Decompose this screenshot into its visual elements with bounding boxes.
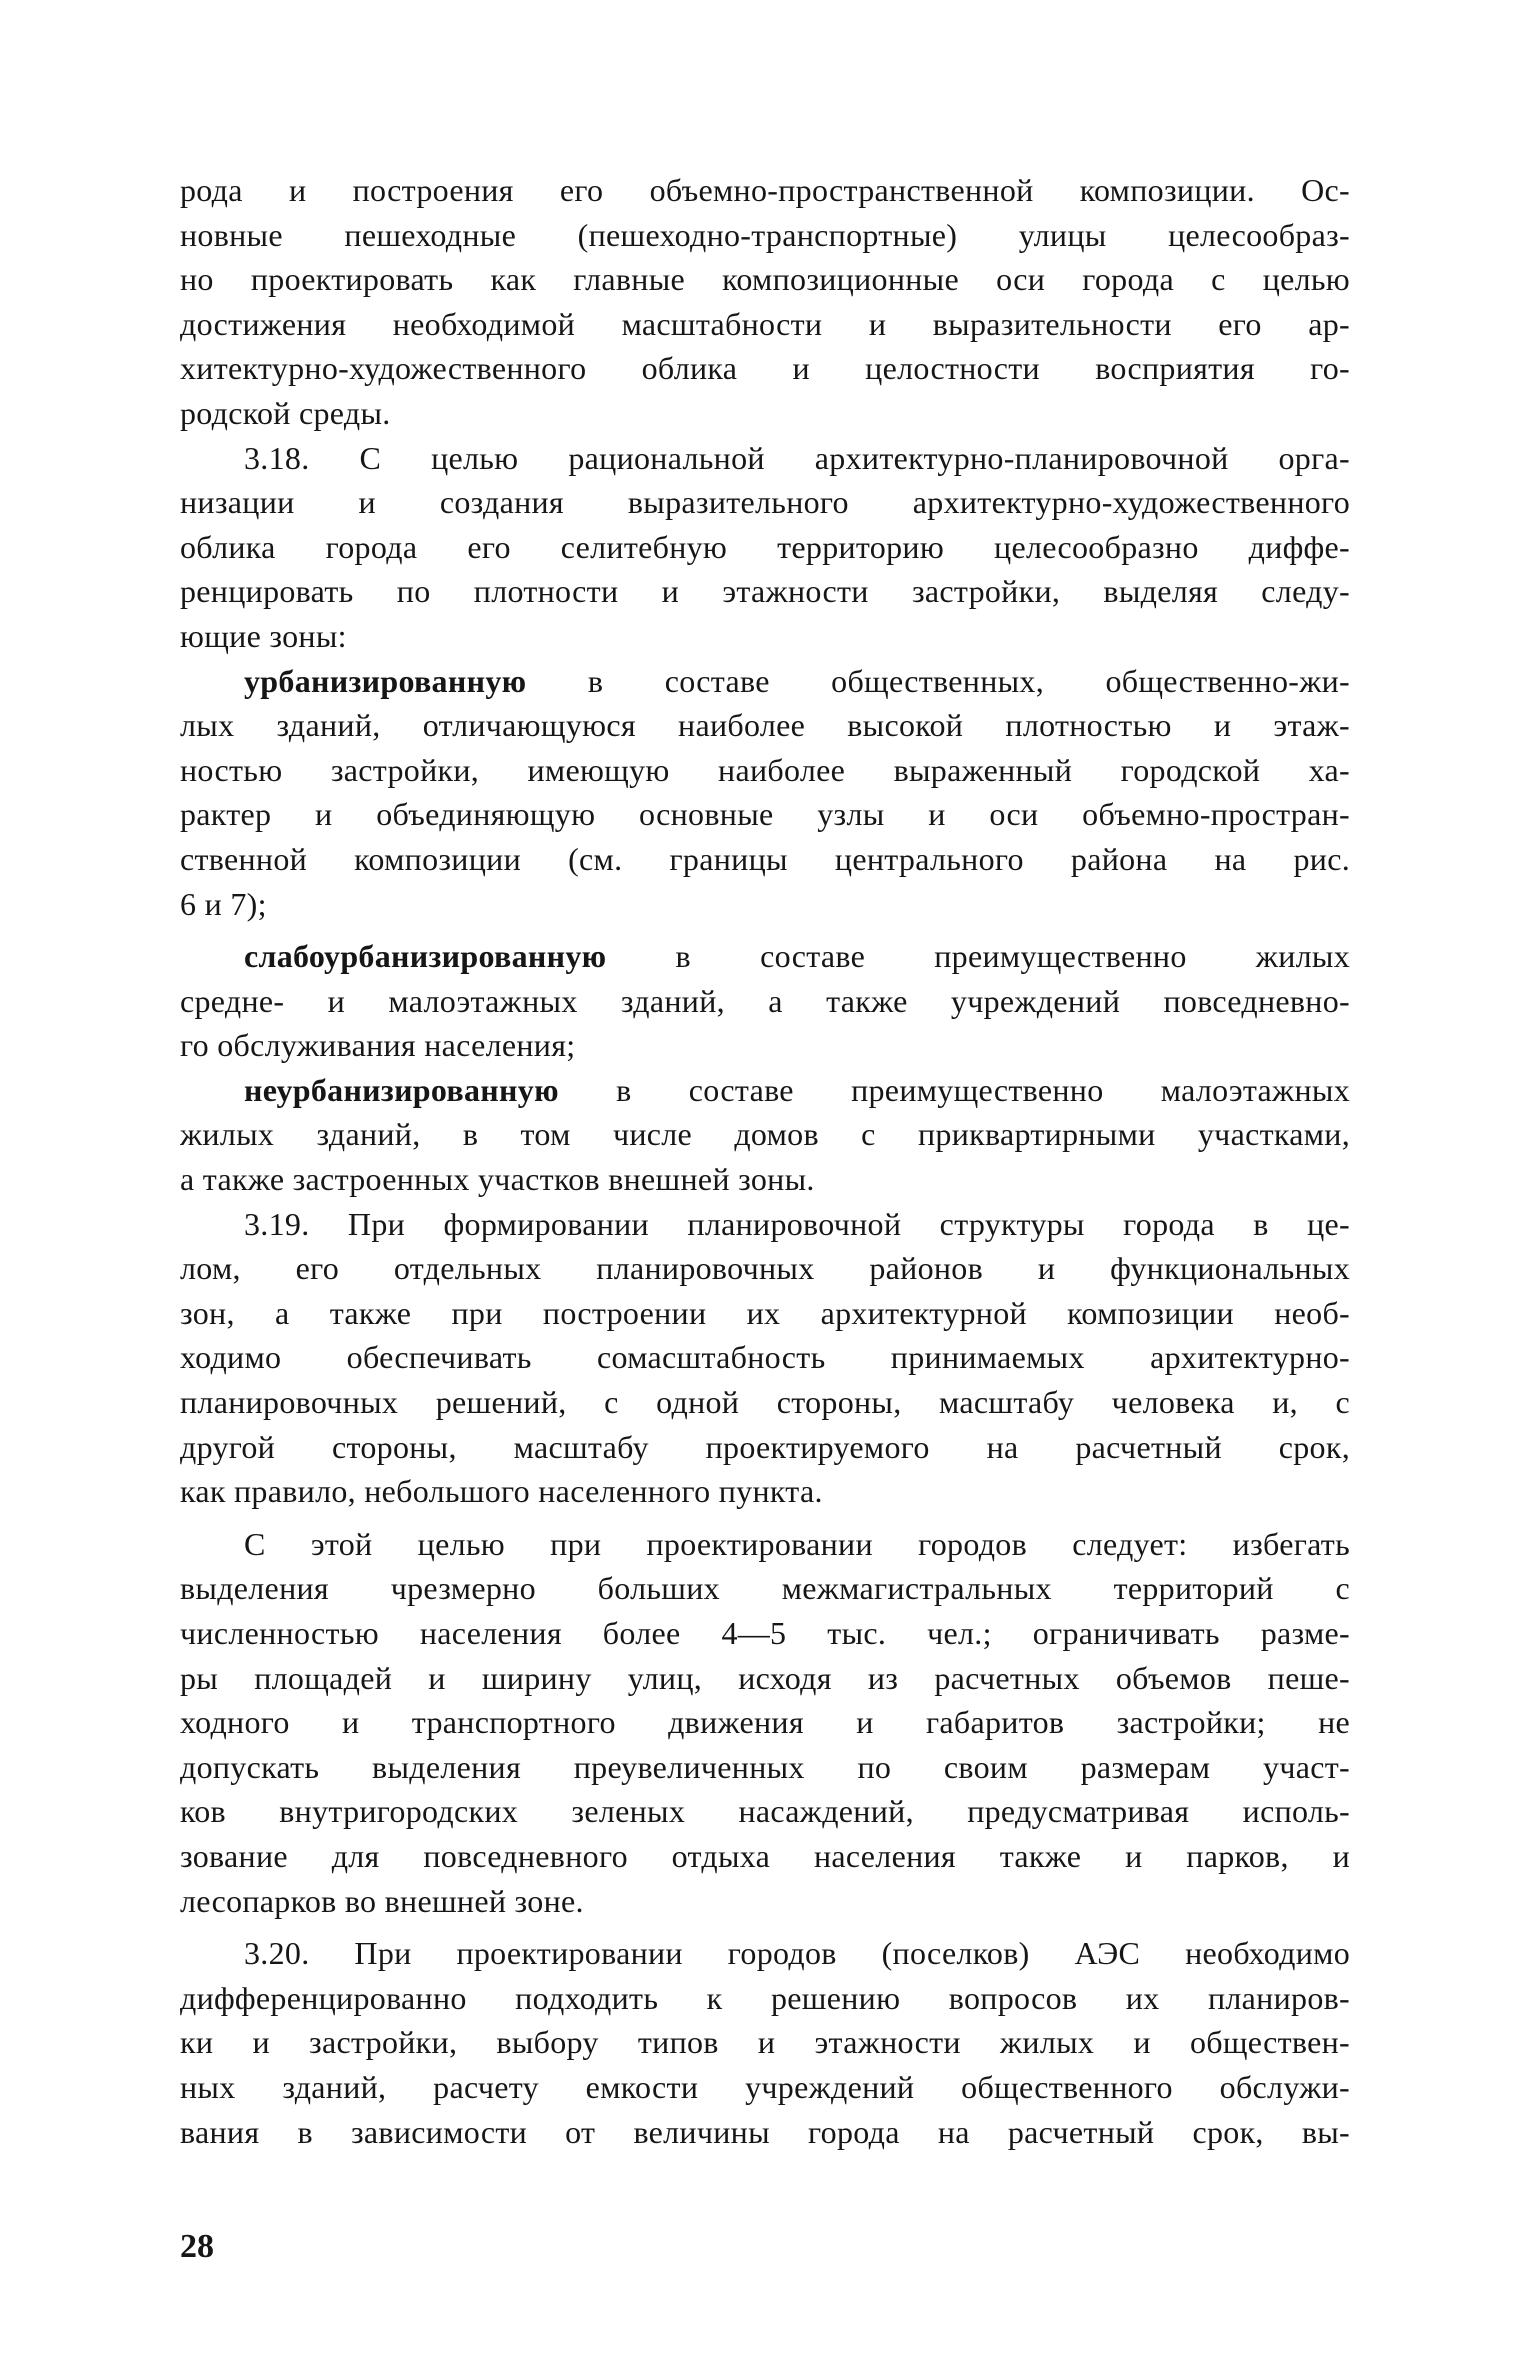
text-line — [180, 934, 1350, 979]
paragraph-intro — [180, 168, 1350, 436]
text-line: ков внутригородских зеленых насаждений, предусматривая исполь- — [180, 1793, 1350, 1830]
text-line: а также застроенных участков внешней зоны. — [180, 1161, 815, 1198]
text-line: выделения чрезмерно больших межмагистральных территорий с — [180, 1570, 1350, 1607]
text-line: лых зданий, отличающуюся наиболее высокой плотностью и этаж- — [180, 707, 1350, 744]
text-line: ры площадей и ширину улиц, исходя из расчетных объемов пеше- — [180, 1659, 1350, 1696]
text-line: ственной композиции (см. границы центрального района на рис. — [180, 840, 1350, 877]
text-line: лом, его отдельных планировочных районов и функциональных — [180, 1250, 1350, 1287]
text-line: как правило, небольшого населенного пункта. — [180, 1473, 823, 1510]
text-line: го обслуживания населения; — [180, 1027, 576, 1064]
text-line: ных зданий, расчету емкости учреждений общественного обслужи- — [180, 2068, 1350, 2105]
text-line: новные пешеходные (пешеходно-транспортные) улицы целесообраз- — [180, 216, 1350, 253]
text-line: вания в зависимости от величины города на расчетный срок, вы- — [180, 2113, 1350, 2150]
text-line — [180, 1068, 1350, 1113]
text-line: ки и застройки, выбору типов и этажности жилых и обществен- — [180, 2024, 1350, 2061]
zone-description: в составе преимущественно малоэтажных — [558, 1071, 1350, 1108]
paragraph-3-20 — [180, 1931, 1350, 2154]
text-line: 3.18. С целью рациональной архитектурно-планировочной орга- — [244, 439, 1350, 476]
text-line: планировочных решений, с одной стороны, масштабу человека и, с — [180, 1384, 1350, 1421]
paragraph-3-19 — [180, 1202, 1350, 1514]
text-line: другой стороны, масштабу проектируемого на расчетный срок, — [180, 1428, 1350, 1465]
zone-description: в составе преимущественно жилых — [606, 938, 1350, 975]
text-line: облика города его селитебную территорию целесообразно диффе- — [180, 528, 1350, 565]
text-line: ходного и транспортного движения и габаритов застройки; не — [180, 1704, 1350, 1741]
page-number: 28 — [180, 2228, 214, 2265]
text-line: жилых зданий, в том числе домов с приквартирными участками, — [180, 1116, 1350, 1153]
text-line: родской среды. — [180, 394, 391, 431]
zone-term: слабоурбанизированную — [244, 938, 607, 975]
paragraph-urbanized-zone — [180, 659, 1350, 927]
zone-description: в составе общественных, общественно-жи- — [526, 662, 1350, 699]
text-line: численностью населения более 4—5 тыс. чел.; ограничивать разме- — [180, 1615, 1350, 1651]
text-line: рода и построения его объемно-пространственной композиции. Ос- — [180, 172, 1350, 208]
text-line: достижения необходимой масштабности и выразительности его ар- — [180, 305, 1350, 342]
text-line: лесопарков во внешней зоне. — [180, 1882, 584, 1919]
text-line: ходимо обеспечивать сомасштабность принимаемых архитектурно- — [180, 1339, 1350, 1376]
text-line: 3.20. При проектировании городов (поселков) АЭС необходимо — [244, 1935, 1350, 1972]
paragraph-non-urbanized-zone — [180, 1068, 1350, 1202]
paragraph-3-18 — [180, 436, 1350, 659]
paragraph-aim — [180, 1522, 1350, 1923]
spacer — [180, 926, 1350, 934]
paragraph-weakly-urbanized-zone — [180, 934, 1350, 1068]
spacer — [180, 1923, 1350, 1931]
text-line — [180, 659, 1350, 704]
text-line: С этой целью при проектировании городов следует: избегать — [244, 1525, 1350, 1562]
text-line: низации и создания выразительного архитектурно-художественного — [180, 484, 1350, 521]
text-line: 3.19. При формировании планировочной структуры города в це- — [244, 1205, 1350, 1242]
text-line: ющие зоны: — [180, 617, 347, 654]
zone-term: урбанизированную — [244, 662, 527, 699]
text-line: хитектурно-художественного облика и целостности восприятия го- — [180, 350, 1350, 387]
text-line: 6 и 7); — [180, 885, 267, 922]
text-line: но проектировать как главные композиционные оси города с целью — [180, 261, 1350, 298]
zone-term: неурбанизированную — [244, 1071, 559, 1108]
document-page — [180, 168, 1350, 2154]
text-line: допускать выделения преувеличенных по своим размерам участ- — [180, 1748, 1350, 1785]
text-line: ренцировать по плотности и этажности застройки, выделяя следу- — [180, 573, 1350, 610]
text-line: зование для повседневного отдыха населения также и парков, и — [180, 1837, 1350, 1874]
text-line: рактер и объединяющую основные узлы и оси объемно-простран- — [180, 796, 1350, 833]
text-line: зон, а также при построении их архитектурной композиции необ- — [180, 1294, 1350, 1331]
text-line: дифференцированно подходить к решению вопросов их планиров- — [180, 1979, 1350, 2016]
text-line: ностью застройки, имеющую наиболее выраженный городской ха- — [180, 751, 1350, 788]
text-line: средне- и малоэтажных зданий, а также учреждений повседневно- — [180, 982, 1350, 1019]
spacer — [180, 1514, 1350, 1522]
